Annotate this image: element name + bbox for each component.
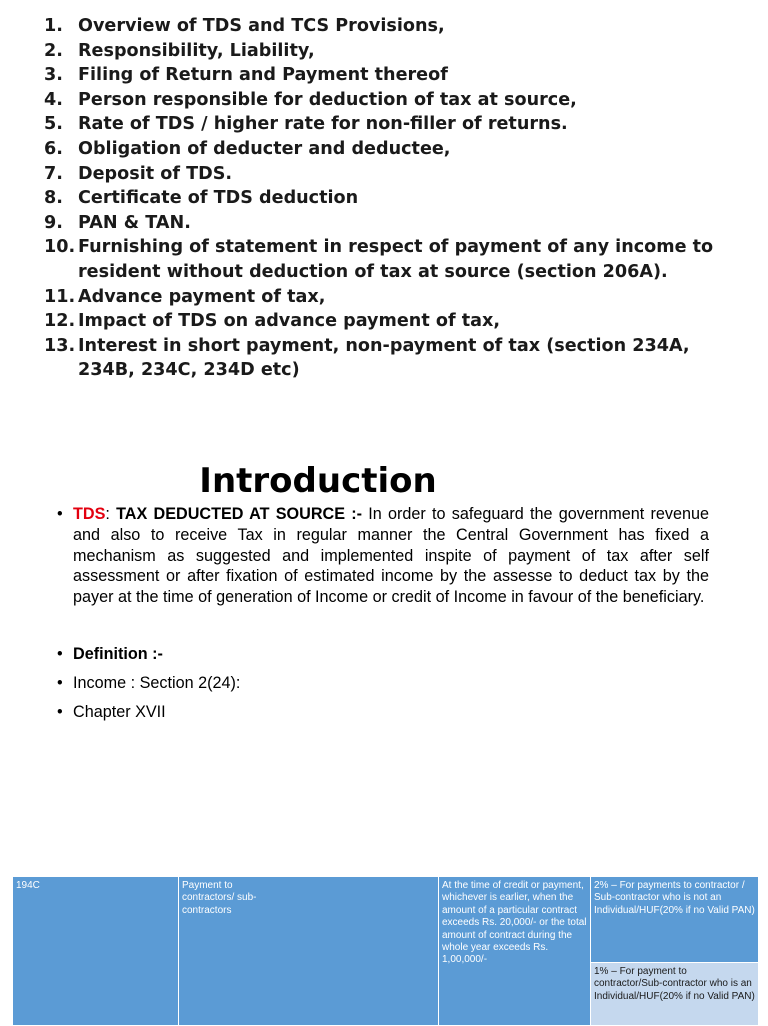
topics-list — [44, 14, 744, 383]
nature-text: Payment to contractors/ sub-contractors — [182, 880, 257, 916]
topic-text: Advance payment of tax, — [78, 286, 326, 307]
tds-heading: TAX DEDUCTED AT SOURCE :- — [116, 505, 363, 523]
topic-item — [44, 14, 744, 39]
topic-number: 2. — [44, 40, 63, 61]
topic-item — [44, 235, 744, 284]
topic-number: 4. — [44, 89, 63, 110]
topic-text: Overview of TDS and TCS Provisions, — [78, 16, 445, 36]
chapter-bullet — [57, 701, 709, 723]
table-row — [13, 877, 759, 963]
topic-number: 1. — [44, 16, 63, 36]
introduction-heading: Introduction — [199, 461, 437, 501]
topic-item — [44, 211, 744, 236]
topic-number: 9. — [44, 212, 63, 233]
topic-text: Responsibility, Liability, — [78, 40, 315, 61]
topic-text: Furnishing of statement in respect of payment of any income to resident without deduction of tax at source (section 206A). — [78, 237, 714, 282]
topic-text: Certificate of TDS deduction — [78, 188, 359, 209]
topic-item — [44, 334, 744, 383]
topic-text: PAN & TAN. — [78, 212, 191, 233]
bullet-dot: • — [57, 673, 63, 692]
topic-number: 7. — [44, 163, 63, 184]
income-bullet — [57, 672, 709, 694]
topic-item — [44, 39, 744, 64]
section-cell: 194C — [13, 877, 179, 1026]
topic-item — [44, 112, 744, 137]
tds-separator: : — [105, 505, 117, 523]
topic-item — [44, 162, 744, 187]
topic-text: Interest in short payment, non-payment of tax (section 234A, 234B, 234C, 234D etc) — [78, 335, 690, 381]
topic-text: Filing of Return and Payment thereof — [78, 65, 448, 86]
tds-term: TDS — [73, 505, 106, 523]
bullet-dot: • — [57, 702, 63, 721]
rate-other-cell: 2% – For payments to contractor / Sub-contractor who is not an Individual/HUF(20% if no Valid PAN) — [591, 877, 759, 963]
topic-number: 5. — [44, 114, 63, 135]
nature-cell — [179, 877, 439, 1026]
topic-text: Deposit of TDS. — [78, 163, 233, 184]
topic-item — [44, 285, 744, 310]
bullet-dot: • — [57, 644, 63, 663]
rate-individual-cell: 1% – For payment to contractor/Sub-contractor who is an Individual/HUF(20% if no Valid PAN) — [591, 963, 759, 1026]
tds-rate-table — [12, 876, 759, 1026]
topic-item — [44, 186, 744, 211]
topic-text: Rate of TDS / higher rate for non-filler of returns. — [78, 114, 568, 135]
topic-number: 11. — [44, 286, 76, 307]
topic-number: 3. — [44, 65, 63, 86]
topic-item — [44, 137, 744, 162]
topic-item — [44, 63, 744, 88]
definition-bullet — [57, 643, 709, 665]
definition-label: Definition :- — [73, 644, 163, 663]
topic-item — [44, 88, 744, 113]
introduction-bullets — [57, 504, 709, 723]
topic-number: 10. — [44, 237, 76, 258]
topic-number: 13. — [44, 335, 76, 356]
topic-text: Person responsible for deduction of tax at source, — [78, 89, 577, 110]
bullet-dot: • — [57, 505, 63, 523]
income-label: Income : Section 2(24): — [73, 673, 241, 692]
topic-number: 12. — [44, 311, 76, 332]
topic-text: Obligation of deducter and deductee, — [78, 138, 451, 159]
tds-body: In order to safeguard the government revenue and also to receive Tax in regular manner the Central Government has fixed a mechanism as suggested and implemented inspite of payment of tax after self assessment or after fixation of estimated income by the assesse to deduct tax by the payer at the time of generation of Income or credit of Income in favour of the beneficiary. — [73, 505, 709, 607]
time-cell: At the time of credit or payment, whichever is earlier, when the amount of a particular contract exceeds Rs. 20,000/- or the total amount of contract during the whole year exceeds Rs. 1,00,000/- — [439, 877, 591, 1026]
topic-text: Impact of TDS on advance payment of tax, — [78, 311, 501, 332]
topic-number: 6. — [44, 138, 63, 159]
tds-definition-bullet — [57, 504, 709, 608]
topic-item — [44, 309, 744, 334]
topic-number: 8. — [44, 188, 63, 209]
chapter-label: Chapter XVII — [73, 702, 166, 721]
